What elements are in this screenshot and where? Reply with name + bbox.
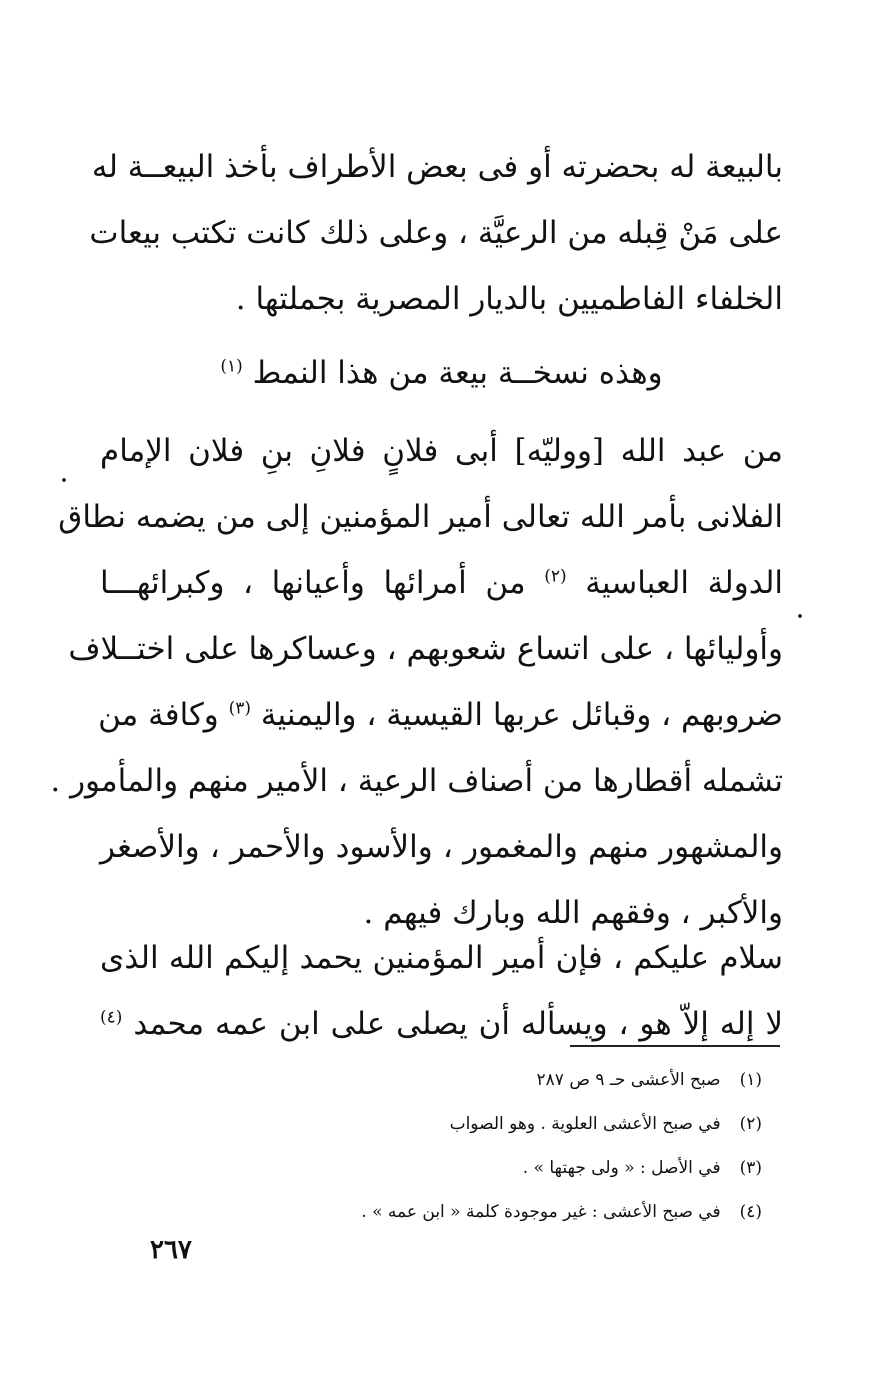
text-line: بالبيعة له بحضرته أو فى بعض الأطراف بأخذ البيعــة له (91, 149, 783, 185)
footnote-divider (570, 1045, 780, 1047)
footnote-text: في صبح الأعشى العلوية . وهو الصواب (449, 1114, 721, 1134)
footnote-marker: (٢) (544, 566, 567, 587)
heading-text: وهذه نسخــة بيعة من هذا النمط (252, 355, 663, 391)
footnote (300, 1102, 762, 1146)
text-line (100, 550, 783, 616)
text-line: والأكبر ، وفقهم الله وبارك فيهم . (363, 895, 783, 931)
text-line: الفلانى بأمر الله تعالى أمير المؤمنين إلى من يضمه نطاق (58, 499, 783, 535)
footnotes (300, 1058, 762, 1234)
text-segment: وكافة من (98, 697, 219, 733)
footnote (300, 1146, 762, 1190)
footnote-number: (٢) (739, 1114, 762, 1134)
scan-speck (798, 614, 802, 618)
text-segment: ضروبهم ، وقبائل عربها القيسية ، واليمنية (260, 697, 783, 733)
text-segment: الدولة العباسية (585, 565, 784, 601)
footnote-marker: (٣) (228, 698, 252, 719)
footnote (300, 1058, 762, 1102)
paragraph-greeting (100, 925, 783, 1057)
footnote-marker: (١) (220, 356, 243, 377)
text-line: والمشهور منهم والمغمور ، والأسود والأحمر ، والأصغر (100, 829, 783, 865)
text-line: وأوليائها ، على اتساع شعوبهم ، وعساكرها على اختــلاف (68, 631, 783, 667)
paragraph-intro (89, 134, 783, 332)
text-line: على مَنْ قِبله من الرعيَّة ، وعلى ذلك كانت تكتب بيعات (89, 215, 783, 251)
footnote-marker: (٤) (100, 1007, 123, 1028)
footnote-text: في الأصل : « ولى جهتها » . (522, 1158, 721, 1178)
footnote-number: (٤) (739, 1202, 762, 1222)
section-heading (100, 340, 783, 406)
text-line: سلام عليكم ، فإن أمير المؤمنين يحمد إليكم الله الذى (100, 940, 783, 976)
text-segment: من أمرائها وأعيانها ، وكبرائهـــا (100, 565, 526, 601)
footnote-number: (٣) (739, 1158, 762, 1178)
scan-speck (62, 478, 66, 482)
text-line: من عبد الله [ووليّه] أبى فلانٍ فلانِ بنِ فلان الإمام (100, 433, 783, 469)
paragraph-document (50, 418, 784, 946)
text-line (100, 682, 783, 748)
text-line (100, 991, 783, 1057)
footnote-number: (١) (739, 1070, 762, 1090)
text-line: الخلفاء الفاطميين بالديار المصرية بجملتها . (235, 281, 783, 317)
text-segment: لا إله إلاّ هو ، ويسأله أن يصلى على ابن عمه محمد (133, 1006, 784, 1042)
page-number: ٢٦٧ (150, 1235, 192, 1265)
footnote-text: صبح الأعشى حـ ٩ ص ٢٨٧ (536, 1070, 721, 1090)
text-line: تشمله أقطارها من أصناف الرعية ، الأمير منهم والمأمور . (50, 763, 783, 799)
footnote-text: في صبح الأعشى : غير موجودة كلمة « ابن عمه » . (361, 1202, 721, 1222)
footnote (300, 1190, 762, 1234)
